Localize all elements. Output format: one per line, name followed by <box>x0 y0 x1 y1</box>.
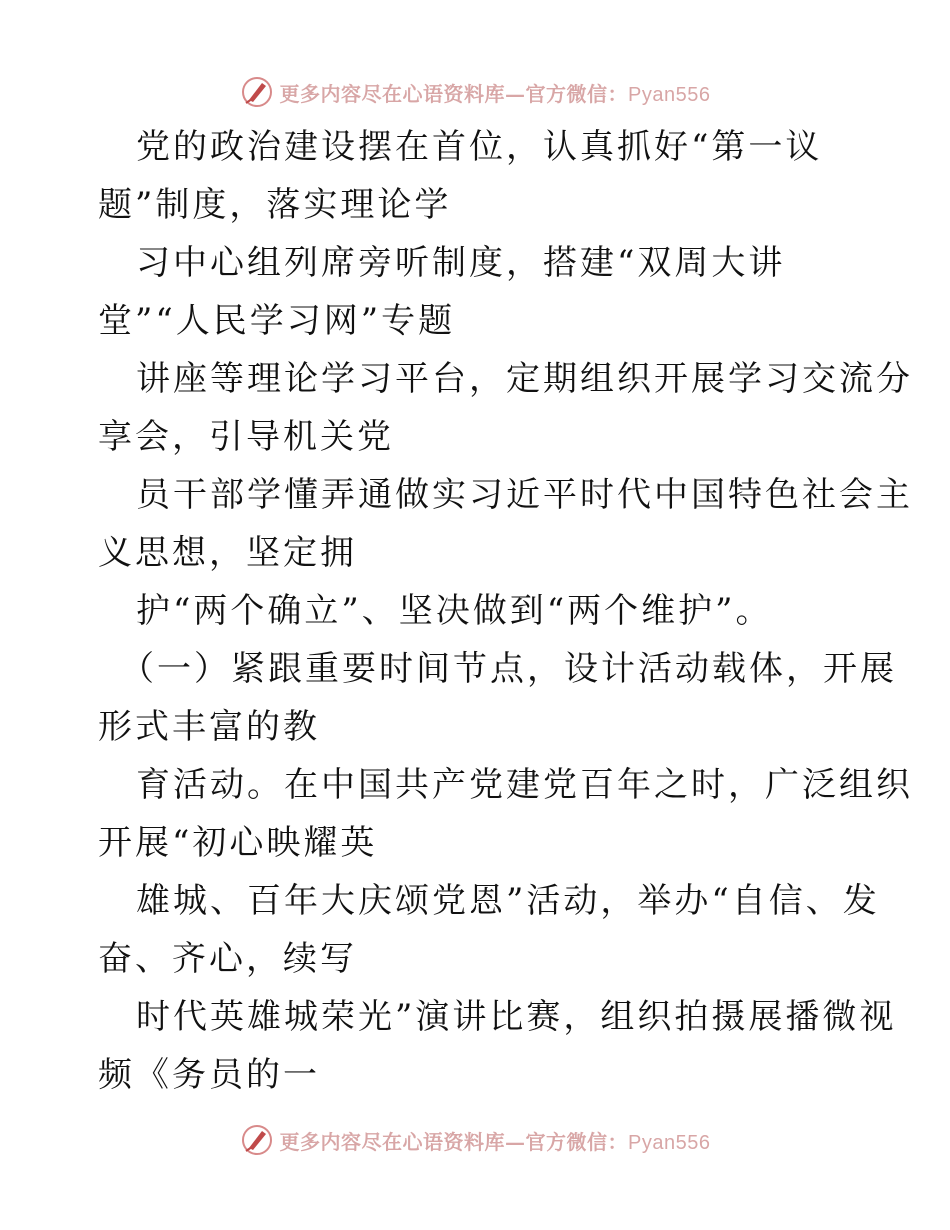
text-line: 护“两个确立”、坚决做到“两个维护”。 <box>136 591 773 631</box>
text-line: 奋、齐心，续写 <box>98 939 357 979</box>
text-line: 讲座等理论学习平台，定期组织开展学习交流分 <box>136 359 913 399</box>
text-line: 频《务员的一 <box>98 1055 320 1095</box>
feather-pen-logo-icon <box>240 1123 274 1157</box>
watermark-text: 更多内容尽在心语资料库—官方微信：Pyan556 <box>279 81 711 106</box>
text-line: 雄城、百年大庆颂党恩”活动，举办“自信、发 <box>136 881 880 921</box>
watermark-text: 更多内容尽在心语资料库—官方微信：Pyan556 <box>279 1129 711 1154</box>
text-line: 享会，引导机关党 <box>98 417 394 457</box>
watermark-wechat-id: Pyan556 <box>628 83 711 106</box>
text-line: （一）紧跟重要时间节点，设计活动载体，开展 <box>120 649 897 689</box>
watermark-wechat-id: Pyan556 <box>628 1131 711 1154</box>
text-line: 习中心组列席旁听制度，搭建“双周大讲 <box>136 243 786 283</box>
text-line: 形式丰富的教 <box>98 707 320 747</box>
text-line: 育活动。在中国共产党建党百年之时，广泛组织 <box>136 765 913 805</box>
text-line: 题”制度，落实理论学 <box>98 185 452 225</box>
text-line: 堂”“人民学习网”专题 <box>98 301 456 341</box>
text-line: 义思想，坚定拥 <box>98 533 357 573</box>
text-line: 时代英雄城荣光”演讲比赛，组织拍摄展播微视 <box>136 997 897 1037</box>
text-line: 党的政治建设摆在首位，认真抓好“第一议 <box>136 127 823 167</box>
footer-watermark <box>0 1120 950 1160</box>
text-line: 员干部学懂弄通做实习近平时代中国特色社会主 <box>136 475 913 515</box>
header-watermark <box>0 72 950 112</box>
feather-pen-logo-icon <box>240 75 274 109</box>
text-line: 开展“初心映耀英 <box>98 823 378 863</box>
